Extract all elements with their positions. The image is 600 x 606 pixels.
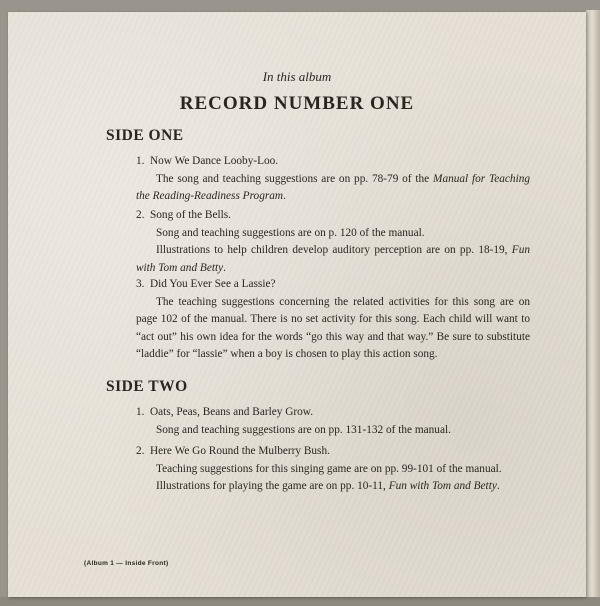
- side-one-item-1: [136, 153, 530, 206]
- album-spine: [586, 10, 600, 604]
- item-paragraph: Illustrations to help children develop auditory perception are on pp. 18-19, Fun with Tom and Betty.: [136, 244, 530, 274]
- bottom-edge: [0, 597, 600, 606]
- song-title: Song of the Bells.: [150, 209, 231, 221]
- intro-line: In this album: [262, 69, 332, 84]
- album-footer-note: (Album 1 — Inside Front): [84, 560, 169, 567]
- song-title: Now We Dance Looby-Loo.: [150, 155, 279, 167]
- item-paragraph: The song and teaching suggestions are on pp. 78-79 of the Manual for Teaching the Reading-Readiness Program.: [136, 172, 531, 202]
- item-paragraph: The teaching suggestions concerning the related activities for this song are on page 102 of the manual. There is no set activity for this song. Each child will want to “act out” his own idea for the words “go this way and that way.” Be sure to substitute “laddie” for “lassie” when a boy is chosen to play this action song.: [136, 295, 530, 360]
- item-paragraph: Song and teaching suggestions are on pp. 131-132 of the manual.: [156, 423, 451, 436]
- item-paragraph: Song and teaching suggestions are on p. 120 of the manual.: [156, 226, 425, 239]
- album-inside-cover: [8, 12, 586, 597]
- item-number: 2.: [136, 445, 145, 457]
- item-number: 2.: [136, 209, 145, 221]
- item-number: 1.: [136, 155, 145, 167]
- item-paragraph: Illustrations for playing the game are on pp. 10-11, Fun with Tom and Betty.: [156, 480, 500, 492]
- side-one-item-2: [136, 207, 530, 277]
- song-title: Here We Go Round the Mulberry Bush.: [150, 445, 330, 457]
- side-two-item-1: [136, 404, 530, 439]
- page-title: RECORD NUMBER ONE: [179, 93, 415, 114]
- side-one-item-3: [136, 276, 530, 364]
- side-one-heading: SIDE ONE: [106, 127, 184, 144]
- side-two-heading: SIDE TWO: [106, 378, 188, 395]
- side-two-item-2: [136, 443, 530, 496]
- song-title: Did You Ever See a Lassie?: [150, 278, 276, 290]
- item-number: 3.: [136, 278, 145, 290]
- item-number: 1.: [136, 406, 145, 418]
- song-title: Oats, Peas, Beans and Barley Grow.: [150, 406, 314, 418]
- item-paragraph: Teaching suggestions for this singing game are on pp. 99-101 of the manual.: [156, 462, 502, 475]
